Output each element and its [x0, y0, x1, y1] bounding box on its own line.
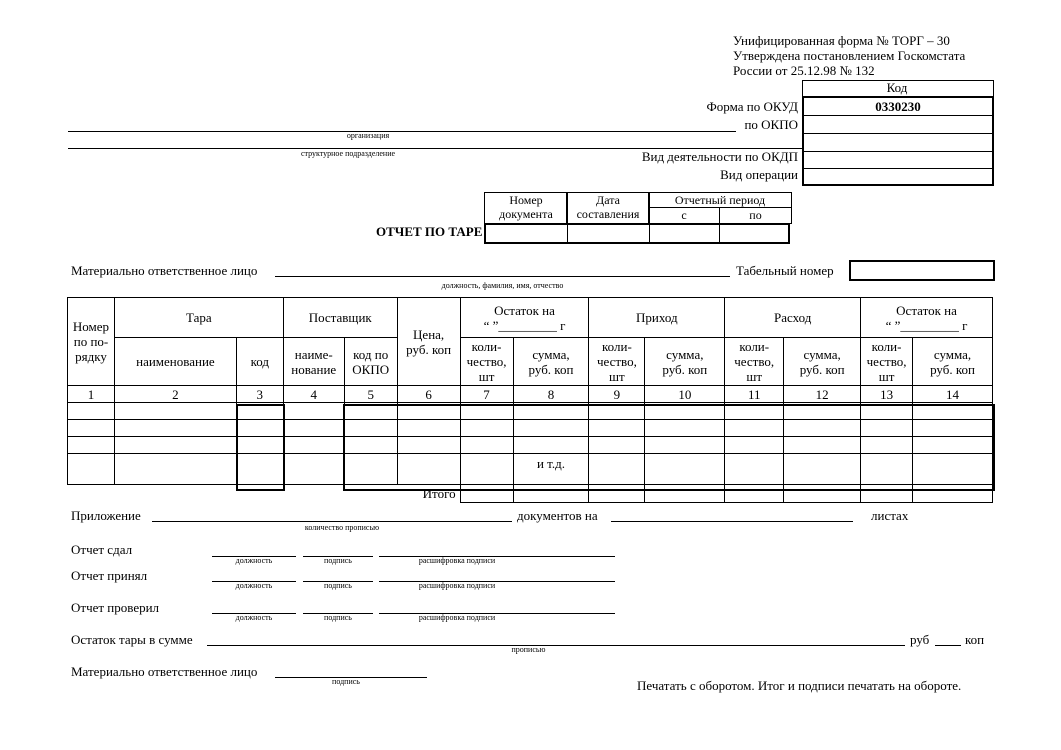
col-no: 11 — [725, 386, 784, 403]
operation-label: Вид операции — [720, 167, 798, 182]
tab-number-label: Табельный номер — [736, 263, 834, 278]
received-signature-caption: подпись — [324, 581, 352, 590]
date-l2: составления — [576, 207, 640, 221]
report-values-row — [484, 223, 790, 244]
appendix-line[interactable] — [152, 521, 512, 522]
s2a: сумма, — [666, 346, 704, 362]
tara-code-header: код — [236, 338, 283, 386]
handed-label: Отчет сдал — [71, 542, 133, 557]
sum-header-3 — [784, 338, 861, 386]
rub-label: руб — [910, 632, 930, 647]
responsible-label: Материально ответственное лицо — [71, 263, 258, 278]
responsible-line[interactable] — [275, 276, 730, 277]
okud-value: 0330230 — [804, 98, 992, 116]
kop-line[interactable] — [935, 645, 961, 646]
checked-decode-caption: расшифровка подписи — [418, 613, 496, 622]
handed-position-caption: должность — [235, 556, 273, 565]
organization-caption: организация — [346, 131, 390, 140]
department-caption: структурное подразделение — [300, 149, 396, 158]
appendix-caption: количество прописью — [304, 523, 380, 532]
checked-label: Отчет проверил — [71, 600, 160, 615]
form-name: Унифицированная форма № ТОРГ – 30 — [733, 33, 950, 48]
print-note: Печатать с оборотом. Итог и подписи печатать на обороте. — [637, 678, 962, 693]
sn-l1: наиме- — [294, 346, 333, 362]
qty-header-4 — [861, 338, 913, 386]
num-l3: рядку — [75, 349, 107, 364]
col-no: 1 — [68, 386, 115, 403]
codes-header: Код — [886, 80, 908, 95]
sheets-label: листах — [871, 508, 909, 523]
price-l1: Цена, — [413, 326, 445, 342]
kop-label: коп — [965, 632, 985, 647]
responsible-caption: должность, фамилия, имя, отчество — [441, 281, 564, 290]
col-no: 3 — [236, 386, 283, 403]
col-num-header — [68, 298, 115, 386]
qty-header-3 — [725, 338, 784, 386]
final-signature-caption: подпись — [332, 677, 360, 686]
okud-label: Форма по ОКУД — [706, 99, 798, 114]
num-l1: Номер — [72, 319, 110, 334]
doc-number-header — [484, 192, 568, 224]
supplier-name-header — [283, 338, 344, 386]
report-header-table — [484, 192, 790, 242]
s3b: руб. коп — [799, 361, 845, 377]
supplier-header: Поставщик — [283, 298, 397, 338]
supplier-okpo-header — [344, 338, 397, 386]
col-no: 5 — [344, 386, 397, 403]
col-no: 14 — [913, 386, 993, 403]
qty-header-2 — [589, 338, 645, 386]
sum-header-2 — [645, 338, 725, 386]
operation-cell[interactable] — [804, 169, 992, 185]
col-no: 10 — [645, 386, 725, 403]
report-title: ОТЧЕТ ПО ТАРЕ — [376, 224, 483, 239]
received-decode-caption: расшифровка подписи — [418, 581, 496, 590]
col-no: 12 — [784, 386, 861, 403]
s1a: сумма, — [532, 346, 570, 362]
price-header — [397, 298, 460, 386]
q4c: шт — [878, 369, 895, 384]
q1a: коли- — [471, 339, 502, 354]
balance-start-date: “ ”_________ г — [483, 317, 566, 333]
q1b: чество, — [466, 354, 507, 369]
sum-header-4 — [913, 338, 993, 386]
etc-cell: и т.д. — [513, 454, 589, 485]
appendix-label: Приложение — [71, 508, 141, 523]
col-no: 9 — [589, 386, 645, 403]
received-label: Отчет принял — [71, 568, 148, 583]
column-numbers-row — [68, 386, 993, 403]
q3b: чество, — [734, 354, 775, 369]
form-approval: Утверждена постановлением Госкомстата — [733, 48, 966, 63]
expense-header: Расход — [725, 298, 861, 338]
okpo-cell[interactable] — [804, 116, 992, 134]
q4b: чество, — [866, 354, 907, 369]
sheets-line[interactable] — [611, 521, 853, 522]
num-l2: по по- — [73, 334, 109, 349]
handed-signature-caption: подпись — [324, 556, 352, 565]
sn-l2: нование — [291, 361, 337, 377]
col-no: 2 — [114, 386, 236, 403]
date-header — [566, 192, 650, 224]
received-position-caption: должность — [235, 581, 273, 590]
balance-sum-label: Остаток тары в сумме — [71, 632, 193, 647]
sum-header-1 — [513, 338, 589, 386]
q2c: шт — [609, 369, 625, 384]
q2b: чество, — [596, 354, 637, 369]
q4a: коли- — [871, 339, 902, 354]
s4b: руб. коп — [930, 361, 975, 377]
checked-signature-caption: подпись — [324, 613, 352, 622]
col-no: 13 — [861, 386, 913, 403]
period-header: Отчетный период — [648, 192, 792, 208]
income-header: Приход — [589, 298, 725, 338]
so-l1: код по — [353, 346, 389, 362]
balance-start-header — [460, 298, 589, 338]
q1c: шт — [478, 369, 495, 384]
total-label: Итого — [422, 486, 456, 502]
qty-header-1 — [460, 338, 513, 386]
handed-decode-caption: расшифровка подписи — [418, 556, 496, 565]
doc-number-l1: Номер — [509, 193, 543, 207]
date-l1: Дата — [596, 193, 620, 207]
col-no: 6 — [397, 386, 460, 403]
tara-header: Тара — [114, 298, 283, 338]
form-title — [733, 33, 965, 78]
col-no: 7 — [460, 386, 513, 403]
balance-end-date: “ ”_________ г — [885, 317, 968, 333]
form-approval-date: России от 25.12.98 № 132 — [733, 63, 875, 78]
data-area-box — [343, 404, 995, 491]
documents-on-label: документов на — [517, 508, 598, 523]
okpo2-cell[interactable] — [804, 134, 992, 152]
code-column-box — [236, 404, 285, 491]
s2b: руб. коп — [662, 361, 708, 377]
col-no: 4 — [283, 386, 344, 403]
period-from-header: с — [648, 207, 720, 224]
q3c: шт — [746, 369, 763, 384]
s3a: сумма, — [803, 346, 841, 362]
okdp-label: Вид деятельности по ОКДП — [641, 149, 798, 164]
q3a: коли- — [739, 339, 770, 354]
balance-end-header — [861, 298, 993, 338]
checked-position-caption: должность — [235, 613, 273, 622]
price-l2: руб. коп — [406, 341, 452, 357]
col-no: 8 — [513, 386, 589, 403]
q2a: коли- — [602, 339, 632, 354]
tab-number-field[interactable] — [849, 260, 995, 281]
period-to-header: по — [719, 207, 792, 224]
codes-box — [802, 96, 994, 186]
doc-number-l2: документа — [499, 207, 553, 221]
s1b: руб. коп — [528, 361, 574, 377]
tara-name-header: наименование — [114, 338, 236, 386]
balance-start-label: Остаток на — [494, 302, 555, 318]
so-l2: ОКПО — [352, 361, 390, 377]
s4a: сумма, — [933, 346, 972, 362]
balance-sum-caption: прописью — [511, 645, 546, 654]
balance-end-label: Остаток на — [896, 302, 957, 318]
codes-header-box — [802, 80, 994, 96]
okdp-cell[interactable] — [804, 152, 992, 169]
final-responsible-label: Материально ответственное лицо — [71, 664, 258, 679]
okpo-label: по ОКПО — [744, 117, 798, 132]
